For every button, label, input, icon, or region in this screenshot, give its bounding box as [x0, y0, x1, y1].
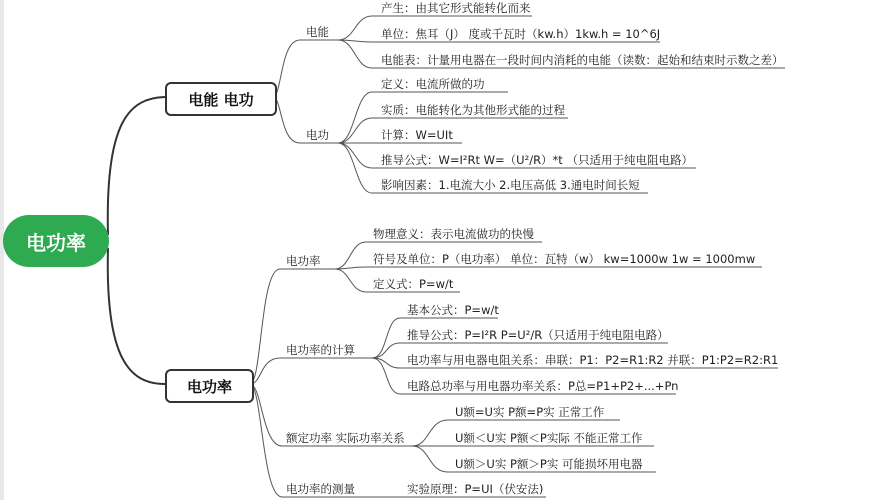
leaf-calc-resistance-relation: 电功率与用电器电阻关系：串联：P1：P2=R1:R2 并联：P1:P2=R2:R1 — [407, 353, 779, 367]
leaf-calc-derived-formula: 推导公式：P=I²R P=U²/R（只适用于纯电阻电路） — [407, 328, 669, 342]
leaf-energy-unit: 单位：焦耳（J） 度或千瓦时（kw.h）1kw.h = 10^6J — [381, 27, 661, 41]
topic-power: 电功率 — [286, 254, 321, 268]
leaf-work-essence: 实质：电能转化为其他形式能的过程 — [381, 103, 565, 117]
root-node: 电功率 — [3, 215, 109, 267]
leaf-rated-greater: U额＞U实 P额＞P实 可能损坏用电器 — [455, 457, 643, 471]
leaf-power-definition: 定义式：P=w/t — [373, 277, 454, 291]
topic-power-measurement: 电功率的测量 — [286, 482, 355, 496]
leaf-measurement-principle: 实验原理：P=UI（伏安法) — [407, 482, 544, 496]
leaf-calc-total-power: 电路总功率与用电器功率关系：P总=P1+P2+...+Pn — [407, 379, 679, 393]
leaf-energy-source: 产生：由其它形式能转化而来 — [381, 1, 531, 15]
leaf-work-calculation: 计算：W=UIt — [381, 128, 453, 142]
topic-electric-work: 电功 — [306, 128, 329, 142]
branch-electric-power: 电功率 — [165, 369, 254, 403]
leaf-rated-less: U额＜U实 P额＜P实际 不能正常工作 — [455, 431, 643, 445]
leaf-power-symbol-unit: 符号及单位：P（电功率） 单位：瓦特（w） kw=1000w 1w = 1000mw — [373, 252, 756, 266]
topic-rated-actual-power: 额定功率 实际功率关系 — [286, 431, 405, 445]
leaf-work-derived-formula: 推导公式：W=I²Rt W=（U²/R）*t （只适用于纯电阻电路） — [381, 153, 693, 167]
leaf-rated-equal: U额=U实 P额=P实 正常工作 — [455, 405, 605, 419]
leaf-power-meaning: 物理意义：表示电流做功的快慢 — [373, 227, 534, 241]
leaf-work-definition: 定义：电流所做的功 — [381, 77, 485, 91]
leaf-work-factors: 影响因素：1.电流大小 2.电压高低 3.通电时间长短 — [381, 178, 640, 192]
leaf-calc-basic-formula: 基本公式：P=w/t — [407, 303, 499, 317]
topic-power-calculation: 电功率的计算 — [286, 343, 355, 357]
leaf-energy-meter: 电能表：计量用电器在一段时间内消耗的电能（读数：起始和结束时示数之差） — [381, 53, 784, 67]
topic-electric-energy: 电能 — [306, 25, 329, 39]
branch-electric-energy-work: 电能 电功 — [165, 82, 277, 116]
